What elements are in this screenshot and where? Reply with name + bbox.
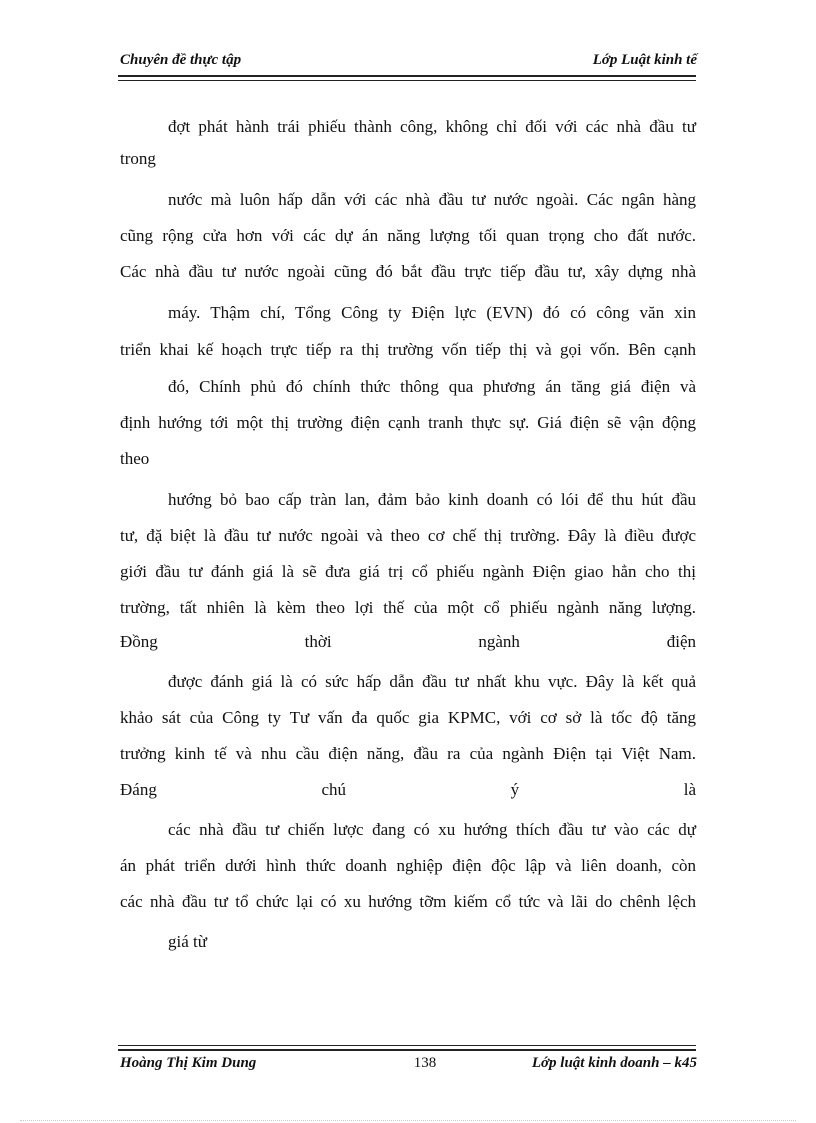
text-line: giới đầu tư đánh giá là sẽ đưa giá trị cổ phiếu ngành Điện giao hẳn cho thị (120, 562, 696, 581)
text-line: các nhà đầu tư chiến lược đang có xu hướng thích đầu tư vào các dự (168, 820, 696, 839)
page-number: 138 (413, 1055, 437, 1071)
header-right-title: Lớp Luật kinh tế (592, 52, 697, 68)
text-line: máy. Thậm chí, Tổng Công ty Điện lực (EVN) đó có công văn xin (168, 303, 696, 322)
text-line: đó, Chính phủ đó chính thức thông qua phương án tăng giá điện và (168, 377, 696, 396)
text-line: Các nhà đầu tư nước ngoài cũng đó bắt đầu trực tiếp đầu tư, xây dựng nhà (120, 262, 696, 281)
text-line: giá từ (168, 932, 207, 951)
text-line: Đáng chú ý là (120, 780, 696, 799)
text-line: khảo sát của Công ty Tư vấn đa quốc gia KPMC, với cơ sở là tốc độ tăng (120, 708, 696, 727)
text-line: cũng rộng cửa hơn với các dự án năng lượng tối quan trọng cho đất nước. (120, 226, 696, 245)
footer-rule-thin (118, 1045, 696, 1046)
text-line: được đánh giá là có sức hấp dẫn đầu tư nhất khu vực. Đây là kết quả (168, 672, 696, 691)
text-line: án phát triển dưới hình thức doanh nghiệp điện độc lập và liên doanh, còn (120, 856, 696, 875)
text-line: trường, tất nhiên là kèm theo lợi thế của một cổ phiếu ngành năng lượng. (120, 598, 696, 617)
text-line: định hướng tới một thị trường điện cạnh tranh thực sự. Giá điện sẽ vận động (120, 413, 696, 432)
page-bottom-dotted-border (20, 1120, 796, 1121)
text-line: đợt phát hành trái phiếu thành công, không chỉ đối với các nhà đầu tư (168, 117, 696, 136)
header-rule-thick (118, 75, 696, 77)
footer-rule-thick (118, 1049, 696, 1051)
text-line: trong (120, 149, 156, 168)
text-line: theo (120, 449, 150, 468)
text-line: trưởng kinh tế và nhu cầu điện năng, đầu ra của ngành Điện tại Việt Nam. (120, 744, 696, 763)
text-line: nước mà luôn hấp dẫn với các nhà đầu tư nước ngoài. Các ngân hàng (168, 190, 696, 209)
text-line: triển khai kế hoạch trực tiếp ra thị trường vốn tiếp thị và gọi vốn. Bên cạnh (120, 340, 696, 359)
text-line: hướng bỏ bao cấp tràn lan, đảm bảo kinh doanh có lói để thu hút đầu (168, 490, 696, 509)
footer-class: Lớp luật kinh doanh – k45 (531, 1055, 697, 1071)
footer-author: Hoàng Thị Kim Dung (120, 1055, 257, 1071)
text-line: các nhà đầu tư tổ chức lại có xu hướng tỡm kiếm cổ tức và lãi do chênh lệch (120, 892, 696, 911)
text-line: Đồng thời ngành điện (120, 632, 696, 651)
header-left-title: Chuyên đề thực tập (120, 52, 242, 68)
header-rule-thin (118, 80, 696, 81)
text-line: tư, đặ biệt là đầu tư nước ngoài và theo cơ chế thị trường. Đây là điều được (120, 526, 696, 545)
